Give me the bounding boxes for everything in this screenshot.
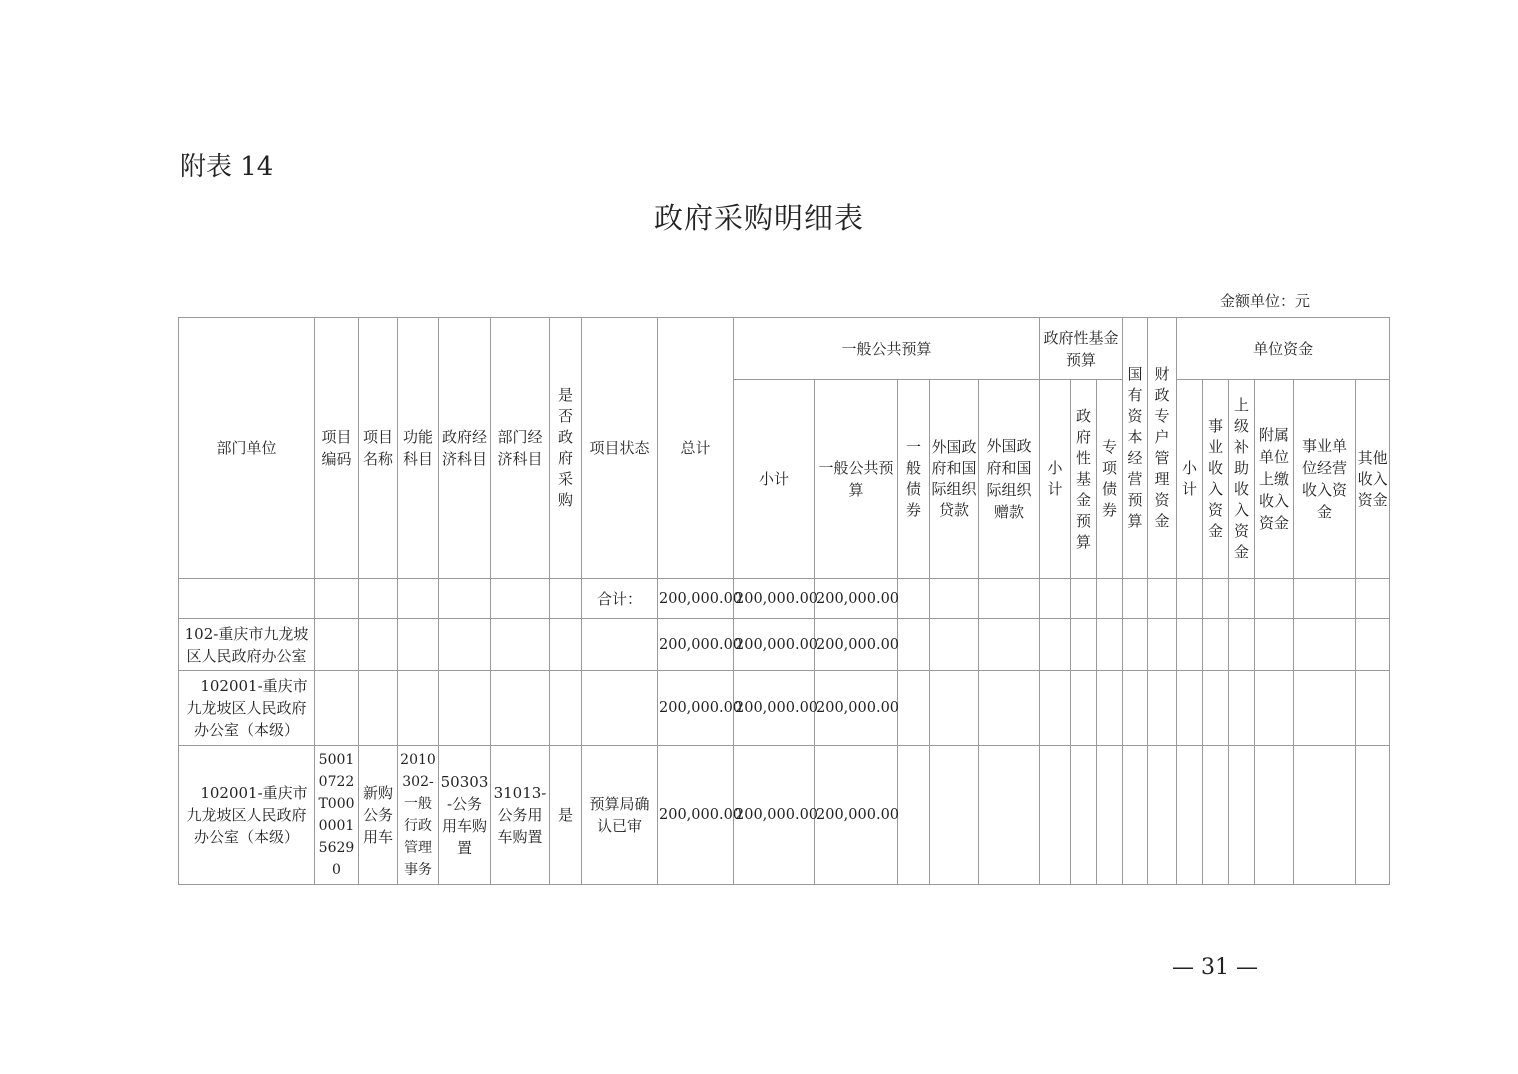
cell-gb-subtotal: 200,000.00 (734, 579, 815, 619)
cell-total: 200,000.00 (658, 579, 734, 619)
cell-total: 200,000.00 (658, 671, 734, 746)
header-fiscal-special: 财政专户管理资金 (1148, 318, 1177, 579)
header-gb-general: 一般公共预算 (815, 380, 898, 579)
header-proj-name: 项目名称 (359, 318, 398, 579)
cell-dept-econ (491, 619, 550, 671)
cell-dept (179, 579, 315, 619)
header-dept-econ: 部门经济科目 (491, 318, 550, 579)
page-title: 政府采购明细表 (653, 201, 864, 235)
cell-status: 合计： (582, 579, 658, 619)
cell-gov-econ: 50303-公务用车购置 (439, 746, 491, 885)
cell-status: 预算局确认已审 (582, 746, 658, 885)
cell-func-subject: 2010302-一般行政管理事务 (398, 746, 439, 885)
header-gf-fund: 政府性基金预算 (1071, 380, 1097, 579)
header-gb-foreign-loan: 外国政府和国际组织贷款 (930, 380, 979, 579)
cell-proj-name (359, 579, 398, 619)
cell-dept: 102001-重庆市九龙坡区人民政府办公室（本级） (179, 746, 315, 885)
cell-proj-name (359, 671, 398, 746)
cell-gb-subtotal: 200,000.00 (734, 619, 815, 671)
cell-proj-name: 新购公务用车 (359, 746, 398, 885)
header-gb-foreign-grant: 外国政府和国际组织赠款 (979, 380, 1040, 579)
cell-proj-code (315, 579, 359, 619)
table-row (179, 619, 1390, 671)
table-row (179, 671, 1390, 746)
cell-is-gov (550, 579, 582, 619)
header-gov-fund-budget: 政府性基金预算 (1040, 318, 1123, 380)
cell-func-subject (398, 671, 439, 746)
table-row (179, 746, 1390, 885)
header-uf-subtotal: 小计 (1177, 380, 1203, 579)
header-uf-other: 其他收入资金 (1356, 380, 1390, 579)
header-state-capital: 国有资本经营预算 (1123, 318, 1148, 579)
cell-gb-general: 200,000.00 (815, 746, 898, 885)
header-uf-business: 事业收入资金 (1203, 380, 1229, 579)
header-proj-code: 项目编码 (315, 318, 359, 579)
cell-dept: 102001-重庆市九龙坡区人民政府办公室（本级） (179, 671, 315, 746)
cell-total: 200,000.00 (658, 619, 734, 671)
cell-proj-code (315, 619, 359, 671)
header-general-budget: 一般公共预算 (734, 318, 1040, 380)
header-dept: 部门单位 (179, 318, 315, 579)
cell-status (582, 619, 658, 671)
header-gf-special-bond: 专项债券 (1097, 380, 1123, 579)
header-is-gov-purchase: 是否政府采购 (550, 318, 582, 579)
cell-dept-econ: 31013-公务用车购置 (491, 746, 550, 885)
purchase-detail-table (178, 317, 1390, 885)
header-uf-superior: 上级补助收入资金 (1229, 380, 1255, 579)
cell-func-subject (398, 619, 439, 671)
cell-proj-name (359, 619, 398, 671)
header-gb-subtotal: 小计 (734, 380, 815, 579)
cell-dept: 102-重庆市九龙坡区人民政府办公室 (179, 619, 315, 671)
cell-is-gov (550, 671, 582, 746)
header-gov-econ: 政府经济科目 (439, 318, 491, 579)
table-row (179, 579, 1390, 619)
header-gf-subtotal: 小计 (1040, 380, 1071, 579)
header-unit-funds: 单位资金 (1177, 318, 1390, 380)
cell-dept-econ (491, 671, 550, 746)
header-uf-operation: 事业单位经营收入资金 (1294, 380, 1356, 579)
header-total: 总计 (658, 318, 734, 579)
header-gb-general-bond: 一般债券 (898, 380, 930, 579)
appendix-label: 附表 14 (180, 152, 274, 182)
cell-is-gov (550, 619, 582, 671)
cell-proj-code: 50010722T000000156290 (315, 746, 359, 885)
cell-gov-econ (439, 671, 491, 746)
header-proj-status: 项目状态 (582, 318, 658, 579)
cell-proj-code (315, 671, 359, 746)
page-number: — 31 — (1172, 955, 1258, 980)
cell-gb-subtotal: 200,000.00 (734, 671, 815, 746)
cell-gb-general: 200,000.00 (815, 579, 898, 619)
cell-gb-general: 200,000.00 (815, 671, 898, 746)
header-uf-affiliated: 附属单位上缴收入资金 (1255, 380, 1294, 579)
cell-status (582, 671, 658, 746)
cell-func-subject (398, 579, 439, 619)
amount-unit: 金额单位：元 (1220, 292, 1311, 310)
cell-gb-general: 200,000.00 (815, 619, 898, 671)
cell-gov-econ (439, 579, 491, 619)
header-func-subject: 功能科目 (398, 318, 439, 579)
cell-dept-econ (491, 579, 550, 619)
cell-is-gov: 是 (550, 746, 582, 885)
cell-gb-subtotal: 200,000.00 (734, 746, 815, 885)
cell-total: 200,000.00 (658, 746, 734, 885)
cell-gov-econ (439, 619, 491, 671)
